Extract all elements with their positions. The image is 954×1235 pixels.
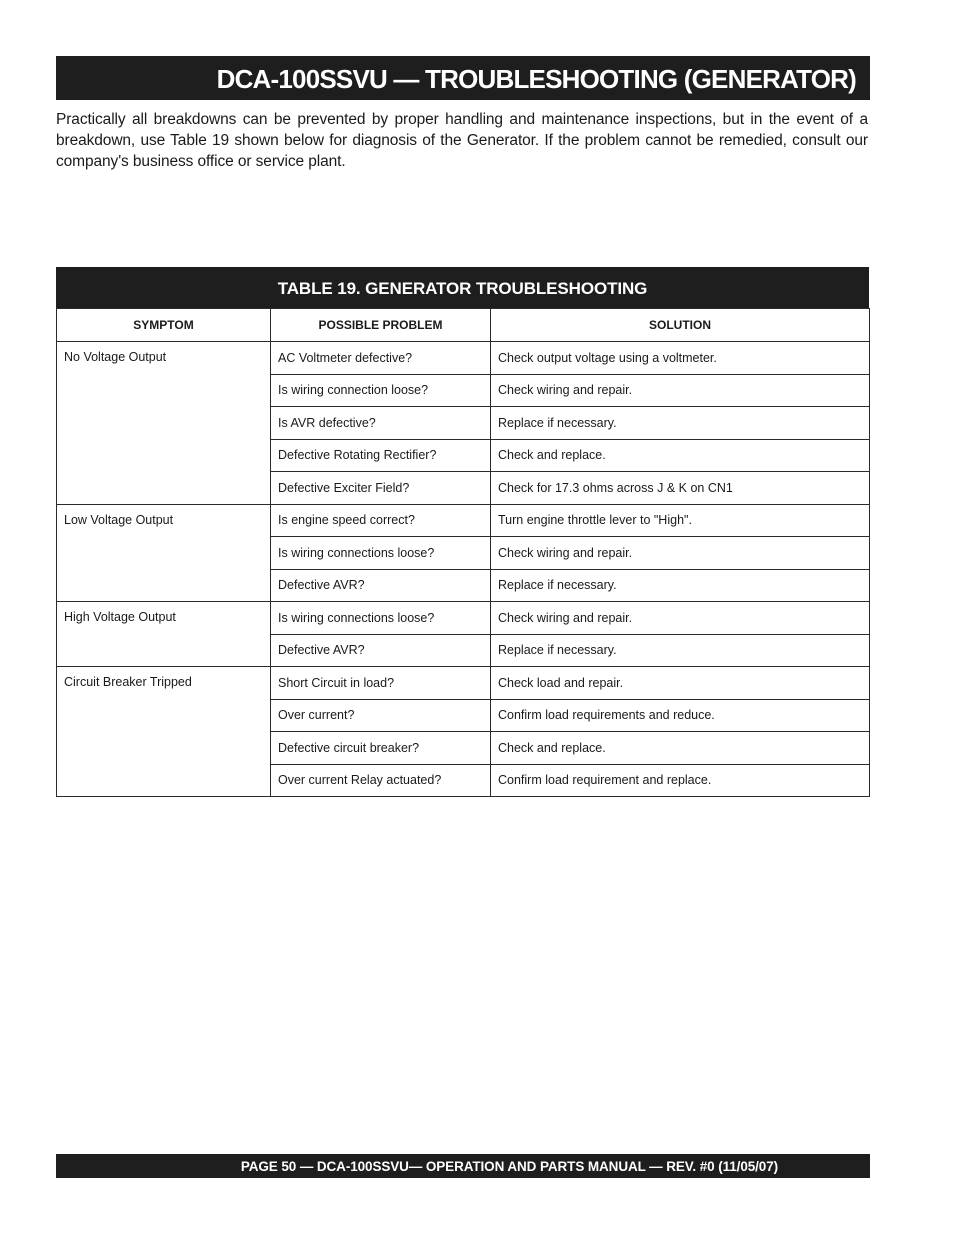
solution-cell: Check wiring and repair. bbox=[491, 537, 870, 570]
solution-cell: Check for 17.3 ohms across J & K on CN1 bbox=[491, 472, 870, 505]
solution-cell: Check output voltage using a voltmeter. bbox=[491, 342, 870, 375]
possible-problem-cell: Defective AVR? bbox=[271, 634, 491, 667]
possible-problem-cell: Defective Rotating Rectifier? bbox=[271, 439, 491, 472]
possible-problem-cell: Defective circuit breaker? bbox=[271, 732, 491, 765]
solution-cell: Check and replace. bbox=[491, 732, 870, 765]
solution-cell: Turn engine throttle lever to "High". bbox=[491, 504, 870, 537]
column-header-solution: SOLUTION bbox=[491, 309, 870, 342]
solution-cell: Confirm load requirement and replace. bbox=[491, 764, 870, 797]
symptom-cell: Low Voltage Output bbox=[57, 504, 271, 602]
column-header-symptom: SYMPTOM bbox=[57, 309, 271, 342]
page-footer: PAGE 50 — DCA-100SSVU— OPERATION AND PARTS MANUAL — REV. #0 (11/05/07) bbox=[56, 1154, 870, 1178]
possible-problem-cell: Defective AVR? bbox=[271, 569, 491, 602]
column-header-possible-problem: POSSIBLE PROBLEM bbox=[271, 309, 491, 342]
possible-problem-cell: Is wiring connections loose? bbox=[271, 537, 491, 570]
symptom-cell: Circuit Breaker Tripped bbox=[57, 667, 271, 797]
symptom-cell: No Voltage Output bbox=[57, 342, 271, 505]
solution-cell: Check wiring and repair. bbox=[491, 602, 870, 635]
possible-problem-cell: AC Voltmeter defective? bbox=[271, 342, 491, 375]
solution-cell: Replace if necessary. bbox=[491, 634, 870, 667]
solution-cell: Check wiring and repair. bbox=[491, 374, 870, 407]
solution-cell: Check load and repair. bbox=[491, 667, 870, 700]
table-row bbox=[57, 504, 870, 537]
symptom-cell: High Voltage Output bbox=[57, 602, 271, 667]
table-caption: TABLE 19. GENERATOR TROUBLESHOOTING bbox=[56, 267, 869, 308]
possible-problem-cell: Defective Exciter Field? bbox=[271, 472, 491, 505]
possible-problem-cell: Is wiring connection loose? bbox=[271, 374, 491, 407]
page-title: DCA-100SSVU — TROUBLESHOOTING (GENERATOR) bbox=[56, 56, 870, 100]
possible-problem-cell: Over current Relay actuated? bbox=[271, 764, 491, 797]
table-row bbox=[57, 342, 870, 375]
intro-paragraph: Practically all breakdowns can be prevented by proper handling and maintenance inspections, but in the event of a breakdown, use Table 19 shown below for diagnosis of the Generator. If the problem cannot be remedied, consult our company's business office or service plant. bbox=[56, 111, 868, 170]
table-header-row bbox=[57, 309, 870, 342]
solution-cell: Replace if necessary. bbox=[491, 407, 870, 440]
solution-cell: Replace if necessary. bbox=[491, 569, 870, 602]
table-row bbox=[57, 602, 870, 635]
possible-problem-cell: Is engine speed correct? bbox=[271, 504, 491, 537]
solution-cell: Confirm load requirements and reduce. bbox=[491, 699, 870, 732]
possible-problem-cell: Is wiring connections loose? bbox=[271, 602, 491, 635]
troubleshooting-table-container bbox=[56, 267, 869, 797]
solution-cell: Check and replace. bbox=[491, 439, 870, 472]
possible-problem-cell: Over current? bbox=[271, 699, 491, 732]
possible-problem-cell: Short Circuit in load? bbox=[271, 667, 491, 700]
possible-problem-cell: Is AVR defective? bbox=[271, 407, 491, 440]
table-row bbox=[57, 667, 870, 700]
troubleshooting-table bbox=[56, 308, 870, 797]
table-body bbox=[57, 342, 870, 797]
